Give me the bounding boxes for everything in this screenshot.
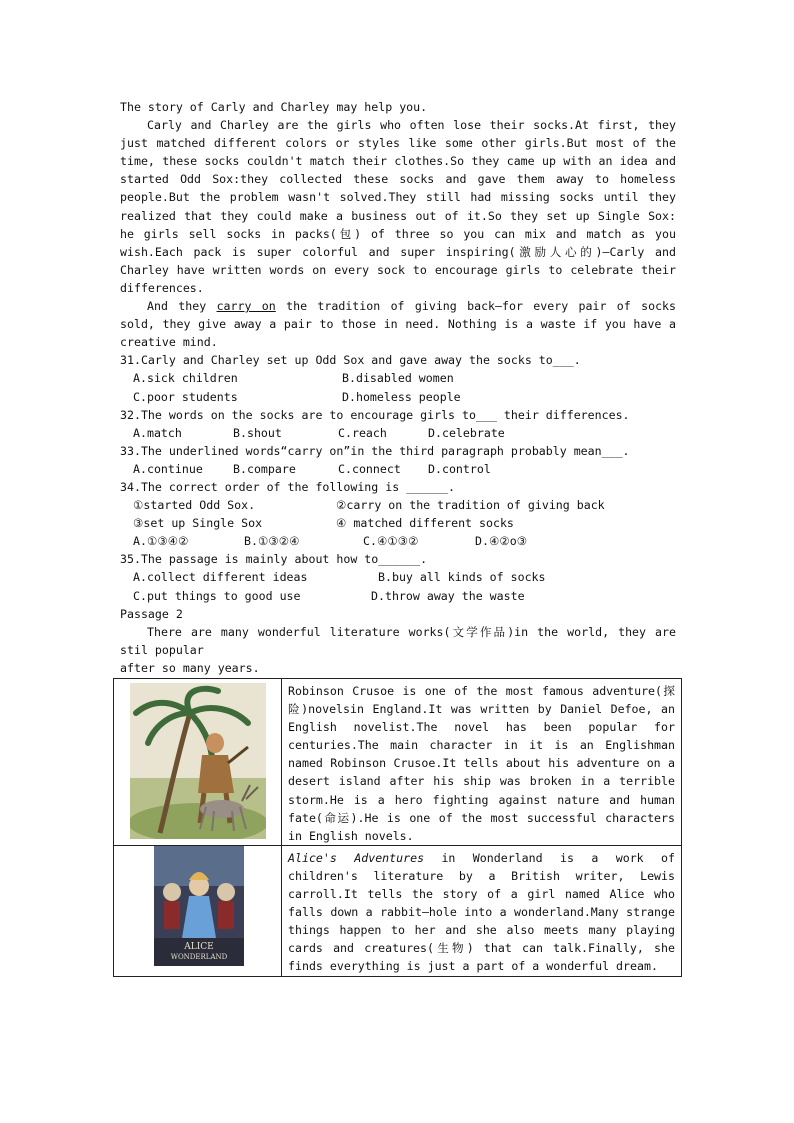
question-35: 35.The passage is mainly about how to______. [120,552,428,567]
table-row [114,845,682,976]
question-32-options [120,424,676,442]
option: D.celebrate [428,425,505,440]
passage-2-intro: There are many wonderful literature works(文学作品)in the world, they are stil popular [120,624,676,657]
option: A.match [133,425,182,440]
option: C.put things to good use [133,588,301,603]
robinson-crusoe-illustration [130,683,266,839]
underlined-phrase: carry on [216,299,276,314]
option: D.control [428,461,491,476]
option: C.④①③② [363,534,419,549]
order-item: ②carry on the tradition of giving back [336,498,605,513]
option: B.①③②④ [244,534,300,549]
question-34-items-row1 [120,496,676,514]
paragraph-2-end: the tradition of giving back—for every pair of socks sold, they give away a pair to those in need. Nothing is a waste if you have a creative mind. [120,299,677,350]
question-31-options-row2 [120,388,676,406]
paragraph-1: Carly and Charley are the girls who often lose their socks.At first, they just matched different colors or styles like some other girls.But most of the time, these socks couldn't match their clothes.So they came up with an idea and started Odd Sox:they collected these socks and gave them away to homeless people.But the problem wasn't solved.They still had missing socks until they realized that they could make a business out of it.So they set up Single Sox: he girls sell socks in packs(包) of three so you can mix and match as you wish.Each pack is super colorful and super inspiring(激励人心的)—Carly and Charley have written words on every sock to encourage girls to celebrate their differences. [120,118,676,295]
option: B.shout [233,425,282,440]
option: B.buy all kinds of socks [378,570,546,585]
alice-title: Alice's Adventures [288,850,425,865]
question-34: 34.The correct order of the following is ______. [120,479,456,494]
paragraph-2 [120,297,676,351]
option: C.reach [338,425,387,440]
option: D.throw away the waste [371,588,525,603]
question-33: 33.The underlined words“carry on”in the third paragraph probably mean___. [120,443,630,458]
alice-text: in Wonderland is a work of children's literature by a British writer, Lewis carroll.It tells the story of a girl named Alice who falls down a rabbit—hole into a wonderland.Many strange things happen to her and she also meets many playing cards and creatures(生物) that can talk.Finally, she finds everything is just a part of a wonderful dream. [288,850,676,974]
order-item: ①started Odd Sox. [133,498,256,513]
option: A.sick children [133,371,238,386]
passage-1 [120,98,676,677]
passage-2-heading: Passage 2 [120,606,183,621]
option: A.continue [133,461,203,476]
poster-title-line2: WONDERLAND [170,952,228,961]
paragraph-2-start: And they [147,299,217,314]
option: D.homeless people [342,389,461,404]
robinson-image-cell [114,679,282,846]
option: A.collect different ideas [133,570,308,585]
question-35-options-row1 [120,568,676,586]
intro-line: The story of Carly and Charley may help you. [120,100,428,114]
question-32: 32.The words on the socks are to encourage girls to___ their differences. [120,407,630,422]
option: C.poor students [133,389,238,404]
question-34-options [120,532,676,550]
question-35-options-row2 [120,587,676,605]
robinson-crusoe-description: Robinson Crusoe is one of the most famous adventure(探险)novelsin England.It was written by Daniel Defoe, an English novelist.The novel has been popular for centuries.The main character in it is an Englishman named Robinson Crusoe.It tells about his adventure on a desert island after his ship was broken in a terrible storm.He is a hero fighting against nature and human fate(命运).He is one of the most successful characters in English novels. [282,679,682,846]
question-33-options [120,460,676,478]
order-item: ④ matched different socks [336,516,514,531]
question-31-options-row1 [120,369,676,387]
question-31: 31.Carly and Charley set up Odd Sox and gave away the socks to___. [120,353,581,368]
alice-description [282,845,682,976]
alice-image-cell [114,845,282,976]
option: A.①③④② [133,534,189,549]
option: D.④②o③ [475,534,528,549]
alice-movie-poster [154,846,244,966]
option: B.compare [233,461,296,476]
option: C.connect [338,461,401,476]
option: B.disabled women [342,371,454,386]
order-item: ③set up Single Sox [133,516,263,531]
table-row [114,679,682,846]
poster-title-line1: ALICE [184,941,214,952]
literature-table [113,678,682,977]
passage-2-intro-end: after so many years. [120,660,260,675]
question-34-items-row2 [120,514,676,532]
